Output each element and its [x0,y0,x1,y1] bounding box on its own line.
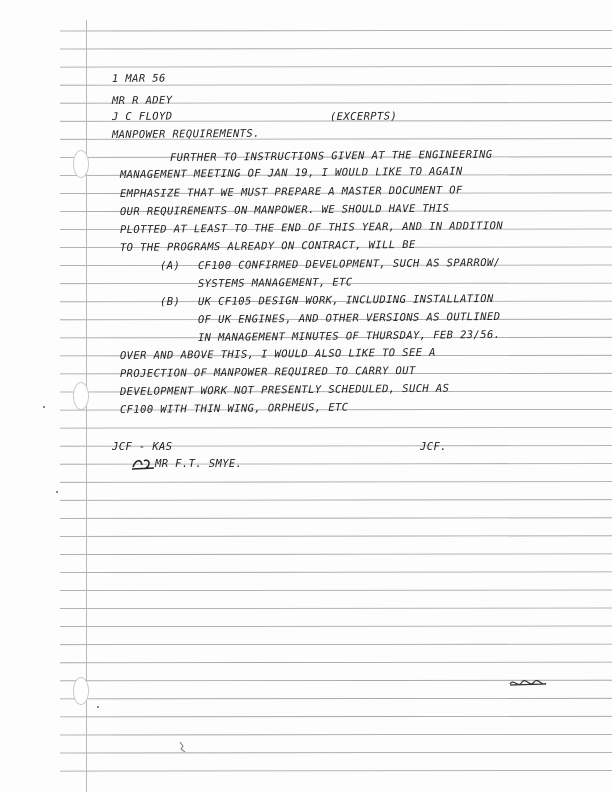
memo-from: J C FLOYD [111,110,173,124]
memo-subject: MANPOWER REQUIREMENTS. [111,127,260,142]
memo-to: MR R ADEY [111,94,173,108]
scan-mark-icon [178,740,188,754]
memo-date: 1 MAR 56 [111,72,166,86]
ruled-line [60,554,612,555]
ruled-line [60,734,612,735]
body-line: FURTHER TO INSTRUCTIONS GIVEN AT THE ENGINEERING [169,148,493,165]
item-b-marker: (B) [160,296,181,308]
ruled-line [60,771,612,772]
body-line: EMPHASIZE THAT WE MUST PREPARE A MASTER DOCUMENT OF [119,184,463,201]
ruled-line [60,500,612,501]
body-line: MANAGEMENT MEETING OF JAN 19, I WOULD LIKE TO AGAIN [119,165,463,182]
signature: JCF. [420,441,447,453]
closing-line: CF100 WITH THIN WING, ORPHEUS, ETC [119,401,349,417]
ruled-line [60,48,612,49]
ruled-line [60,662,612,663]
body-line: OUR REQUIREMENTS ON MANPOWER. WE SHOULD HAVE THIS [119,202,450,219]
ruled-line [60,30,612,31]
scan-speck [56,491,58,493]
ruled-line [60,482,612,483]
punch-hole [73,150,89,178]
ruled-line [60,590,612,591]
item-a-marker: (A) [160,260,181,272]
punch-hole [73,382,89,410]
ruled-line [60,644,612,645]
item-a-line: SYSTEMS MANAGEMENT, ETC [197,276,353,291]
item-b-line: UK CF105 DESIGN WORK, INCLUDING INSTALLATION [197,292,494,309]
page-mark-icon [508,676,548,690]
ruled-line [60,518,612,519]
item-a-line: CF100 CONFIRMED DEVELOPMENT, SUCH AS SPARROW/ [197,256,501,273]
ruled-line [60,626,612,627]
item-b-line: OF UK ENGINES, AND OTHER VERSIONS AS OUTLINED [197,310,501,327]
ruled-line [60,536,612,537]
reference-initials: JCF - KAS [112,441,173,453]
body-line: PLOTTED AT LEAST TO THE END OF THIS YEAR, AND IN ADDITION [119,219,504,237]
ruled-line [60,698,612,699]
memo-note: (EXCERPTS) [329,110,398,124]
ruled-line [60,67,612,68]
closing-line: DEVELOPMENT WORK NOT PRESENTLY SCHEDULED, SUCH AS [119,382,450,399]
scan-speck [43,406,45,408]
body-line: TO THE PROGRAMS ALREADY ON CONTRACT, WILL BE [119,238,416,255]
ruled-line [60,572,612,573]
ruled-line [60,716,612,717]
ruled-line [60,428,612,429]
closing-line: OVER AND ABOVE THIS, I WOULD ALSO LIKE TO SEE A [119,346,436,363]
ruled-line [60,608,612,609]
scan-speck [97,706,99,708]
closing-line: PROJECTION OF MANPOWER REQUIRED TO CARRY OUT [119,364,416,381]
ruled-line [60,752,612,753]
cc-mark-icon [130,456,156,472]
punch-hole [73,677,89,705]
item-b-line: IN MANAGEMENT MINUTES OF THURSDAY, FEB 23/56. [197,328,501,345]
cc-line: MR F.T. SMYE. [155,458,243,470]
